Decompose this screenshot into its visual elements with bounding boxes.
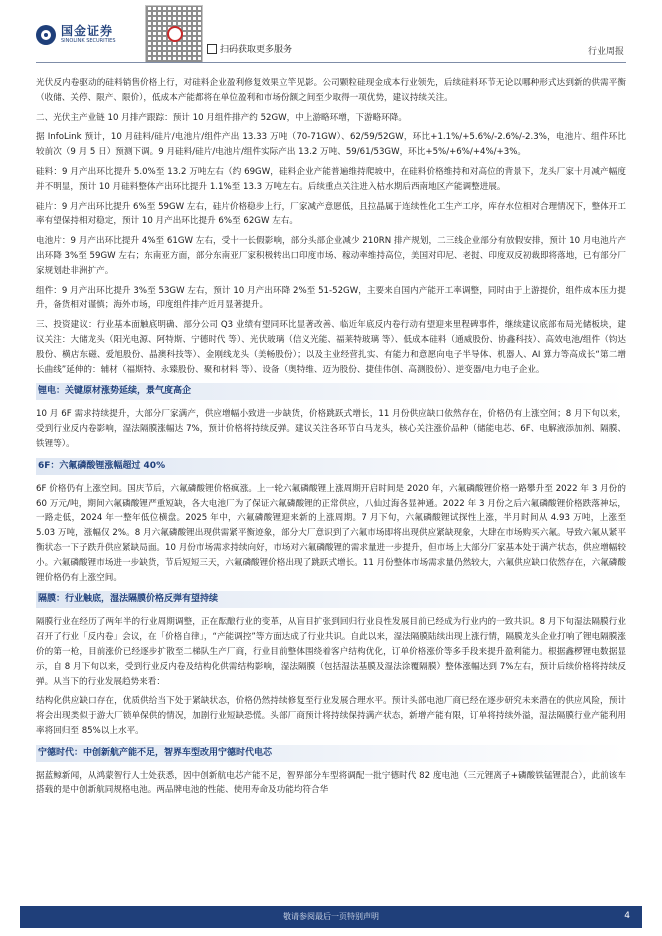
report-body: [36, 76, 626, 803]
scan-icon: [207, 44, 217, 54]
scan-prompt: [207, 42, 292, 55]
paragraph: 硅片：9 月产出环比提升 6%至 59GW 左右，硅片价格稳步上行，厂家减产意愿低，且拉晶属于连续性化工生产工序，库存水位相对合理情况下，整体开工率有望保持相对稳定，预计 10 月产出环比提升 6%至 62GW 左右。: [36, 201, 626, 227]
paragraph: 据 InfoLink 预计，10 月硅料/硅片/电池片/组件产出 13.33 万吨（70-71GW）、62/59/52GW，环比+1.1%/+5.6%/-2.6%/-2.3%，电池片、组件环比较前次（9 月 5 日）预测下调。9 月硅料/硅片/电池片/组件实际产出 13.2 万吨、59/61/53GW，环比+5%/+6%/+4%/+3%。: [36, 132, 626, 158]
page-header: [0, 0, 662, 68]
section-heading-separator: 隔膜：行业触底，湿法隔膜价格反弹有望持续: [36, 591, 626, 608]
paragraph: 三、投资建议：行业基本面触底明确、部分公司 Q3 业绩有望同环比显著改善、临近年底反内卷行动有望迎来里程碑事件，继续建议底部布局光储板块，建议关注：大储龙头（阳光电源、阿特斯、宁德时代 等）、光伏玻璃（信义光能、福莱特玻璃 等）、低成本硅料（通威股份、协鑫科技）、高效电池/组件（钧达股份、横店东磁、爱旭股份、晶澳科技等）、金刚线龙头（美畅股份）；以及主业经营扎实、有能力和意愿向电子半导体、机器人、AI 算力等高成长“第二增长曲线”延伸的：辅材（福斯特、永臻股份、聚和材料 等）、设备（奥特维、迈为股份、捷佳伟创、高测股份）、逆变器/电力电子企业。: [36, 320, 626, 375]
paragraph: 二、光伏主产业链 10 月排产跟踪：预计 10 月组件排产约 52GW，中上游略环增，下游略环降。: [36, 112, 407, 123]
paragraph: 6F 价格仍有上涨空间。国庆节后，六氟磷酸锂价格疯涨。上一轮六氟磷酸锂上涨周期开启时间是 2020 年，六氟磷酸锂价格一路攀升至 2022 年 3 月份的 60 万元/吨，期间六氟磷酸锂严重短缺，各大电池厂为了保证六氟磷酸锂的正常供应，八仙过海各显神通。2022 年 3 月份之后六氟磷酸锂价格跌落神坛，一路走低，2024 年一整年低位横盘。2025 年中，六氟磷酸锂迎来新的上涨周期。7 月下旬，六氟磷酸锂试探性上涨，半月时间从 4.93 万吨，上涨至 5.03 万吨，涨幅仅 2%。8 月六氟磷酸锂出现供需紧平衡迹象，部分大厂意识到了六氟市场即将出现供应紧缺现象，大肆在市场购买六氟。导致六氟从紧平衡状态一下子跌升供应紧缺局面。10 月份市场需求持续向好，市场对六氟磷酸锂的需求量进一步提升，但市场上大部分厂家基本处于满产状态，供应增幅较小。六氟磷酸锂市场进一步缺货，节后短短三天，六氟磷酸锂价格出现了跳跃式增长。11 月份整体市场需求量仍然较大，六氟供应缺口依然存在，六氟磷酸锂价格仍有上涨空间。: [36, 483, 626, 583]
paragraph: 光伏反内卷驱动的硅料销售价格上行，对硅料企业盈利修复效果立竿见影。公司颗粒硅现金成本行业领先，后续硅料环节无论以哪种形式达到新的供需平衡（收储、关停、限产、限价），低成本产能都将在单位盈利和市场份额之间至少取得一项优势，建议持续关注。: [36, 78, 626, 103]
paragraph: 10 月 6F 需求持续提升，大部分厂家满产，供应增幅小致进一步缺货，价格跳跃式增长，11 月份供应缺口依然存在，价格仍有上涨空间；8 月下旬以来，受到行业反内卷影响，湿法隔膜涨幅达 7%，预计价格将持续反弹。建议关注各环节白马龙头，核心关注涨价品种（储能电芯、6F、电解液添加剂、隔膜、铁锂等）。: [36, 409, 626, 449]
paragraph: 硅料：9 月产出环比提升 5.0%至 13.2 万吨左右（约 69GW，硅料企业产能普遍维持爬坡中，在硅料价格维持和对高位的背景下，龙头厂家十月减产幅度并不明显，预计 10 月硅料整体产出环比提升 1.1%至 13.3 万吨左右。后续重点关注进入枯水期后西南地区产能调整进展。: [36, 166, 626, 192]
paragraph: 结构化供应缺口存在，优质供给当下处于紧缺状态，价格仍然持续修复至行业发展合理水平。预计头部电池厂商已经在逐步研究未来潜在的供应风险，预计将会出现类似于游大厂锁单保供的情况，加剧行业短缺恐慌。头部厂商预计将持续保持满产状态，新增产能有限，订单将持续外溢，湿法隔膜行业产能利用率将回归至 85%以上水平。: [36, 696, 626, 736]
footer-disclaimer: 敬请参阅最后一页特别声明: [283, 912, 379, 921]
company-logo: [36, 24, 116, 45]
header-divider: [36, 62, 626, 63]
paragraph: 电池片：9 月产出环比提升 4%至 61GW 左右，受十一长假影响，部分头部企业减少 210RN 排产规划，二三线企业部分有放假安排，预计 10 月电池片产出环降 3%至 59GW 左右；东南亚方面，部分东南亚厂家积极转出口印度市场、稼动率维持高位，美国对印尼、老挝、印度双反初裁即将落地，已有部分厂家规划赴非洲扩产。: [36, 236, 626, 276]
paragraph: 组件：9 月产出环比提升 3%至 53GW 左右，预计 10 月产出环降 2%至 51-52GW，主要来自国内产能开工率调整，同时由于上游提价，组件成本压力提升，备货相对谨慎；海外市场，印度组件排产近月显著提升。: [36, 285, 626, 311]
section-heading-catl: 宁德时代：中创新航产能不足，智界车型改用宁德时代电芯: [36, 745, 626, 762]
scan-text: 扫码获取更多服务: [220, 45, 293, 55]
paragraph: 据蓝鲸新闻，从鸿蒙智行人士处获悉，因中创新航电芯产能不足，智界部分车型将调配一批宁德时代 82 度电池（三元锂离子+磷酸铁锰锂混合），此前该车搭载的是中创新航同规格电池。两品牌电池的性能、使用寿命及功能均符合华: [36, 770, 626, 796]
report-type-label: 行业周报: [587, 47, 624, 57]
logo-en-text: SINOLINK SECURITIES: [61, 38, 116, 44]
paragraph: 隔膜行业在经历了两年半的行业周期调整，正在酝酿行业的变革，从盲目扩张到回归行业良性发展目前已经成为行业内的一致共识。8 月下旬湿法隔膜行业召开了行业「反内卷」会议，在「价格自律」，“产能调控”等方面达成了行业共识。自此以来，湿法隔膜陆续出现上涨行情，隔膜龙头企业打响了锂电隔膜涨价的第一枪，目前涨价已经逐步扩散至二梯队生产厂商，行业目前整体围绕着客户结构优化，订单价格涨价等多手段来提升盈利能力。根据鑫椤锂电数据显示，自 8 月下旬以来，受到行业反内卷及结构化供需结构影响，湿法隔膜（包括湿法基膜及湿法涂覆隔膜）整体涨幅达到 7%左右，预计后续价格将持续反弹。从当下的行业发展趋势来看：: [36, 617, 626, 687]
page-footer: [20, 906, 642, 928]
section-heading-lithium: 锂电：关键原材涨势延续，景气度高企: [36, 383, 626, 400]
logo-mark-icon: [36, 25, 56, 45]
page-number: 4: [624, 911, 630, 921]
qr-center-mark-icon: [167, 26, 183, 42]
section-heading-6f: 6F：六氟磷酸锂涨幅超过 40%: [36, 458, 626, 475]
logo-cn-text: 国金证券: [61, 24, 114, 38]
